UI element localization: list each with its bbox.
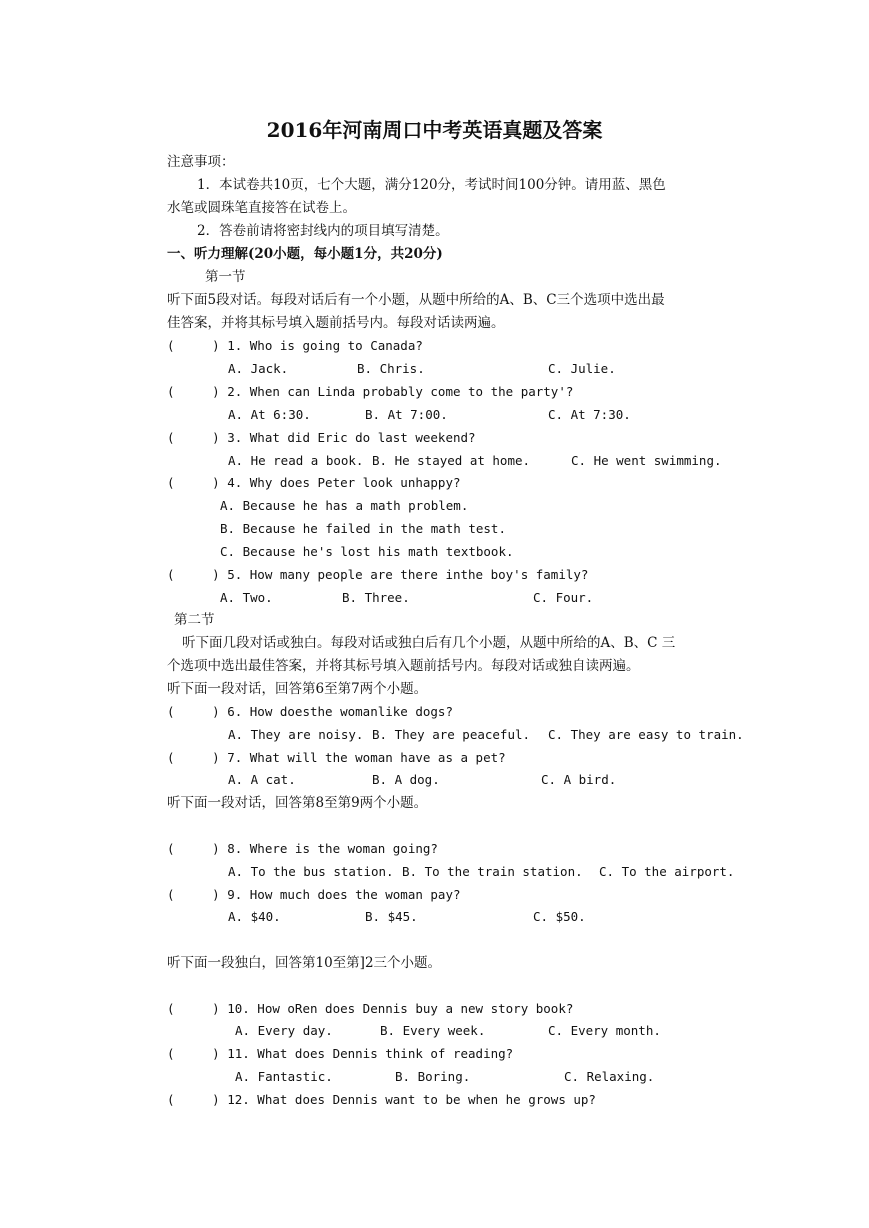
q3-option-b: B. He stayed at home. [372, 453, 531, 468]
q10-option-a: A. Every day. [235, 1023, 333, 1038]
q8-option-b: B. To the train station. [402, 864, 583, 879]
part2-instructions-cont: 个选项中选出最佳答案，并将其标号填入题前括号内。每段对话或独自读两遍。 [167, 658, 640, 674]
part1-instructions: 听下面5段对话。每段对话后有一个小题，从题中所给的A、B、C三个选项中选出最 [167, 292, 665, 308]
question-6: ( ) 6. How doesthe womanlike dogs? [167, 704, 453, 719]
q9-option-b: B. $45. [365, 909, 418, 924]
q3-option-c: C. He went swimming. [571, 453, 722, 468]
question-1: ( ) 1. Who is going to Canada? [167, 338, 423, 353]
q9-option-c: C. $50. [533, 909, 586, 924]
q1-option-b: B. Chris. [357, 361, 425, 376]
q2-option-c: C. At 7:30. [548, 407, 631, 422]
q4-option-a: A. Because he has a math problem. [220, 498, 469, 513]
question-8: ( ) 8. Where is the woman going? [167, 841, 438, 856]
notice-item-1-cont: 水笔或圆珠笔直接答在试卷上。 [167, 200, 356, 216]
q2-option-a: A. At 6:30. [228, 407, 311, 422]
group-10-12-instructions: 听下面一段独白，回答第10至第]2三个小题。 [167, 955, 442, 971]
question-11: ( ) 11. What does Dennis think of reading? [167, 1046, 514, 1061]
part2-instructions: 听下面几段对话或独白。每段对话或独白后有几个小题，从题中所给的A、B、C 三 [182, 635, 676, 651]
question-10: ( ) 10. How oRen does Dennis buy a new story book? [167, 1001, 574, 1016]
question-4: ( ) 4. Why does Peter look unhappy? [167, 475, 461, 490]
q4-option-b: B. Because he failed in the math test. [220, 521, 506, 536]
q6-option-a: A. They are noisy. [228, 727, 364, 742]
q6-option-b: B. They are peaceful. [372, 727, 531, 742]
section1-heading: 一、听力理解(20小题，每小题1分，共20分) [167, 246, 443, 262]
q7-option-c: C. A bird. [541, 772, 617, 787]
part1-instructions-cont: 佳答案，并将其标号填入题前括号内。每段对话读两遍。 [167, 315, 505, 331]
q11-option-b: B. Boring. [395, 1069, 471, 1084]
q2-option-b: B. At 7:00. [365, 407, 448, 422]
q1-option-c: C. Julie. [548, 361, 616, 376]
notice-item-1: 1．本试卷共10页，七个大题，满分120分，考试时间100分钟。请用蓝、黑色 [197, 177, 666, 193]
page-title: 2016年河南周口中考英语真题及答案 [266, 118, 603, 142]
q8-option-c: C. To the airport. [599, 864, 735, 879]
q8-option-a: A. To the bus station. [228, 864, 394, 879]
q7-option-b: B. A dog. [372, 772, 440, 787]
q10-option-c: C. Every month. [548, 1023, 661, 1038]
question-2: ( ) 2. When can Linda probably come to the party'? [167, 384, 574, 399]
q11-option-a: A. Fantastic. [235, 1069, 333, 1084]
question-9: ( ) 9. How much does the woman pay? [167, 887, 461, 902]
part1-label: 第一节 [205, 269, 246, 285]
q1-option-a: A. Jack. [228, 361, 289, 376]
q7-option-a: A. A cat. [228, 772, 296, 787]
q11-option-c: C. Relaxing. [564, 1069, 655, 1084]
group-6-7-instructions: 听下面一段对话，回答第6至第7两个小题。 [167, 681, 428, 697]
q4-option-c: C. Because he's lost his math textbook. [220, 544, 514, 559]
question-12: ( ) 12. What does Dennis want to be when he grows up? [167, 1092, 596, 1107]
question-3: ( ) 3. What did Eric do last weekend? [167, 430, 476, 445]
q10-option-b: B. Every week. [380, 1023, 486, 1038]
group-8-9-instructions: 听下面一段对话，回答第8至第9两个小题。 [167, 795, 428, 811]
question-7: ( ) 7. What will the woman have as a pet? [167, 750, 506, 765]
question-5: ( ) 5. How many people are there inthe boy's family? [167, 567, 589, 582]
q5-option-a: A. Two. [220, 590, 273, 605]
part2-label: 第二节 [174, 612, 215, 628]
q5-option-c: C. Four. [533, 590, 594, 605]
q5-option-b: B. Three. [342, 590, 410, 605]
notice-heading: 注意事项： [167, 154, 235, 170]
q3-option-a: A. He read a book. [228, 453, 364, 468]
notice-item-2: 2．答卷前请将密封线内的项目填写清楚。 [197, 223, 449, 239]
q6-option-c: C. They are easy to train. [548, 727, 744, 742]
q9-option-a: A. $40. [228, 909, 281, 924]
